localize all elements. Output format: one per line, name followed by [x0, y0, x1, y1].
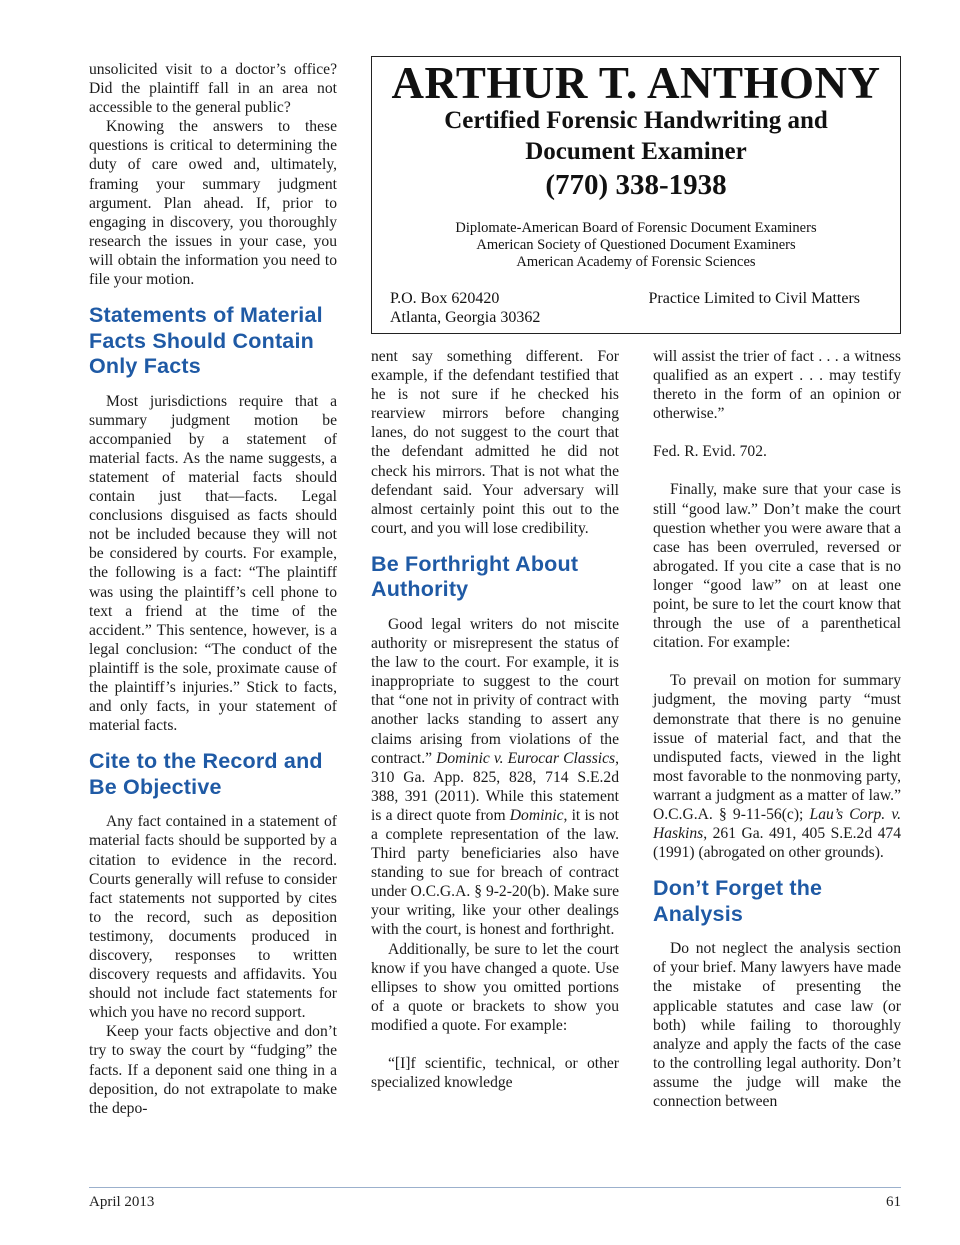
case-citation: Dominic v. Eurocar Classics	[436, 749, 616, 767]
ad-name: ARTHUR T. ANTHONY	[391, 58, 881, 108]
paragraph: unsolicited visit to a doctor’s office? Did the plaintiff fall in an area not accessible to the general public?	[89, 61, 337, 117]
block-quote: will assist the trier of fact . . . a witness qualified as an expert . . . may testify thereto in the form of an opinion or otherwise.”	[653, 348, 901, 423]
paragraph: Keep your facts objective and don’t try to sway the court by “fudging” the facts. If a deponent said one thing in a deposition, do not extrapolate to make the depo-	[89, 1023, 337, 1117]
paragraph-text: To prevail on motion for summary judgment, the moving party “must demonstrate that there is no genuine issue of material fact, and that the undisputed facts, viewed in the light most favorable to the nonmoving party, warrant a judgment as a matter of law.” O.C.G.A. § 9-11-56(c);	[653, 672, 901, 823]
paragraph-text: Good legal writers do not miscite authority or misrepresent the status of the law to the court. For example, it is inappropriate to suggest to the court that “one not in privity of contract with another lacks standing to assert any claims arising from violations of the contract.”	[371, 615, 619, 767]
case-citation: Lau’s Corp. v. Haskins	[653, 805, 901, 843]
case-citation: Dominic	[509, 806, 564, 824]
article-column-3	[653, 347, 901, 1111]
ad-title-line1: Certified Forensic Handwriting and	[444, 107, 828, 134]
paragraph: Most jurisdictions require that a summary judgment motion be accompanied by a statement of material facts. As the name suggests, a statement of material facts should contain just that—facts. Legal conclusions disguised as facts should not be included because they will not be considered by courts. For example, the following is a fact: “The plaintiff was using the plaintiff’s cell phone to text a friend at the time of the accident.” This sentence, however, is a legal conclusion: “The conduct of the plaintiff is the sole, proximate cause of the plaintiff’s injuries.” Stick to facts, and only facts, in your statement of material facts.	[89, 392, 337, 735]
paragraph-text: , 310 Ga. App. 825, 828, 714 S.E.2d 388, 391 (2011). While this statement is a direct quote from	[371, 749, 619, 824]
paragraph: Knowing the answers to these questions is critical to determining the duty of care owed and, ultimately, framing your summary judgment argument. Plan ahead. If, prior to engaging in discovery, you thoroughly research the issues in your case, you will obtain the information you need to file your motion.	[89, 118, 337, 289]
section-heading: Don’t Forget the Analysis	[653, 876, 823, 926]
section-heading: Cite to the Record and Be Objective	[89, 749, 323, 799]
footer-date: April 2013	[89, 1194, 155, 1210]
article-column-1	[89, 60, 337, 1118]
page-number: 61	[886, 1194, 901, 1210]
paragraph-text: , 261 Ga. 491, 405 S.E.2d 474 (1991) (abrogated on other grounds).	[653, 825, 901, 862]
ad-credential: Diplomate-American Board of Forensic Document Examiners	[455, 220, 817, 236]
ad-credential: American Academy of Forensic Sciences	[516, 254, 756, 270]
ad-phone: (770) 338-1938	[545, 169, 727, 201]
ad-practice-note: Practice Limited to Civil Matters	[648, 290, 860, 307]
paragraph-text: , it is not a complete representation of the law. Third party beneficiaries also have standing to sue for breach of contract under O.C.G.A. § 9-2-20(b). Make sure your writing, like your other dealings with the court, is honest and forthright.	[371, 806, 619, 939]
article-column-2	[371, 347, 619, 1092]
paragraph: Additionally, be sure to let the court know if you have changed a quote. Use ellipses to show you omitted portions of a quote or brackets to show you modified a quote. For example:	[371, 940, 619, 1034]
ad-title-line2: Document Examiner	[525, 138, 747, 165]
block-quote: “[I]f scientific, technical, or other specialized knowledge	[371, 1055, 619, 1092]
section-heading: Statements of Material Facts Should Contain Only Facts	[89, 303, 323, 379]
paragraph	[371, 615, 619, 940]
citation-line: Fed. R. Evid. 702.	[653, 443, 767, 461]
ad-credential: American Society of Questioned Document Examiners	[476, 237, 796, 253]
paragraph: Finally, make sure that your case is still “good law.” Don’t make the court question whether you were aware that a case has been overruled, reversed or abrogated. If you cite a case that is no longer “good law” on at least one point, be sure to let the court know that through the use of a parenthetical citation. For example:	[653, 481, 901, 652]
ad-address-line1: P.O. Box 620420	[390, 290, 500, 307]
paragraph: nent say something different. For example, if the defendant testified that he is not sure if he checked his rearview mirrors before changing lanes, do not suggest to the court that the defendant admitted he did not check his mirrors. That is not what the defendant said. Your adversary will almost certainly point this out to the court, and you will lose credibility.	[371, 348, 619, 537]
ad-address-line2: Atlanta, Georgia 30362	[390, 309, 541, 326]
footer-divider	[89, 1187, 901, 1188]
paragraph: Any fact contained in a statement of material facts should be supported by a citation to evidence in the record. Courts generally will refuse to consider fact statements not supported by cites to the record, such as deposition testimony, documents produced in discovery, responses to written discovery requests and affidavits. You should not include fact statements for which you have no record support.	[89, 813, 337, 1022]
block-quote	[653, 671, 901, 862]
section-heading: Be Forthright About Authority	[371, 551, 579, 602]
advertisement-box	[371, 56, 901, 334]
paragraph: Do not neglect the analysis section of your brief. Many lawyers have made the mistake of presenting the applicable statutes and case law (or both) while failing to thoroughly analyze and apply the facts of the case to the controlling legal authority. Don’t assume the judge will make the connection between	[653, 940, 901, 1110]
